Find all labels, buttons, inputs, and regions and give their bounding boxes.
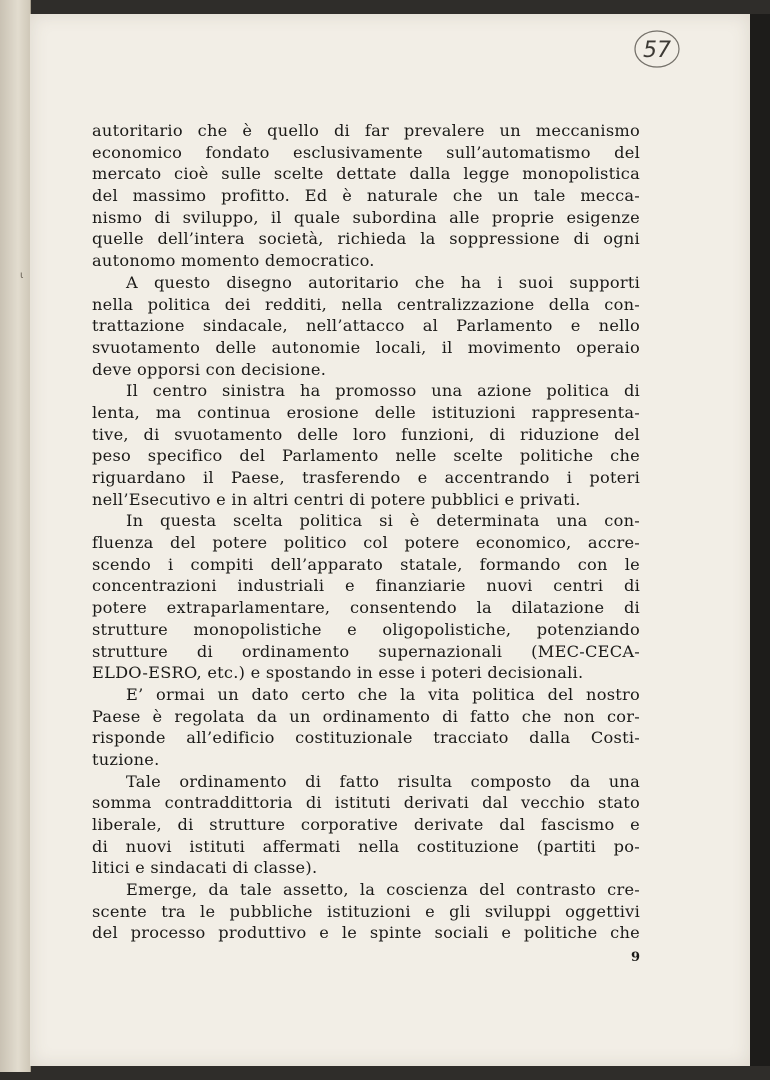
page-number: 9 [630,950,640,965]
handwritten-page-mark [630,20,684,74]
text-line: Il centro sinistra ha promosso una azione politica di [126,381,640,401]
text-line: E’ ormai un dato certo che la vita politica del nostro [126,684,640,704]
text-line: del processo produttivo e le spinte sociali e politiche che [92,923,640,943]
previous-page-edge [0,0,31,1072]
text-line: di nuovi istituti affermati nella costituzione (partiti po- [92,836,640,856]
text-line: peso specifico del Parlamento nelle scelte politiche che [92,446,640,466]
text-line: del massimo profitto. Ed è naturale che un tale mecca- [92,186,640,206]
margin-tick-mark: ι [20,270,24,281]
text-line: somma contraddittoria di istituti derivati dal vecchio stato [92,793,640,813]
text-line: strutture monopolistiche e oligopolistiche, potenziando [92,619,640,639]
text-line: strutture di ordinamento supernazionali (MEC-CECA- [92,641,640,661]
text-line: ELDO-ESRO, etc.) e spostando in esse i poteri decisionali. [92,663,584,683]
text-line: litici e sindacati di classe). [92,858,318,878]
text-line: mercato cioè sulle scelte dettate dalla legge monopolistica [92,164,640,184]
text-line: tuzione. [92,749,160,769]
text-line: trattazione sindacale, nell’attacco al Parlamento e nello [92,316,640,336]
text-line: potere extraparlamentare, consentendo la dilatazione di [92,598,640,618]
text-line: Paese è regolata da un ordinamento di fatto che non cor- [92,706,640,726]
text-line: liberale, di strutture corporative derivate dal fascismo e [92,815,640,834]
text-line: tive, di svuotamento delle loro funzioni, di riduzione del [92,424,640,444]
text-line: risponde all’edificio costituzionale tracciato dalla Costi- [92,728,640,748]
text-line: nella politica dei redditi, nella centralizzazione della con- [92,294,640,314]
text-line: autoritario che è quello di far prevalere un meccanismo [92,121,640,140]
text-line: nell’Esecutivo e in altri centri di potere pubblici e privati. [92,489,581,509]
text-line: In questa scelta politica si è determinata una con- [126,511,640,531]
text-line: svuotamento delle autonomie locali, il movimento operaio [92,337,640,357]
text-line: economico fondato esclusivamente sull’automatismo del [92,142,640,162]
text-line: scendo i compiti dell’apparato statale, formando con le [92,554,640,574]
text-line: fluenza del potere politico col potere economico, accre- [92,533,640,553]
text-line: concentrazioni industriali e finanziarie nuovi centri di [92,576,640,596]
text-line: riguardano il Paese, trasferendo e accentrando i poteri [92,468,640,487]
text-line: deve opporsi con decisione. [92,359,327,379]
text-line: scente tra le pubbliche istituzioni e gli sviluppi oggettivi [92,901,640,921]
text-line: A questo disegno autoritario che ha i suoi supporti [126,272,640,292]
scan-background-edge [750,14,770,1066]
text-line: autonomo momento democratico. [92,251,375,271]
text-line: lenta, ma continua erosione delle istituzioni rappresenta- [92,402,640,422]
text-line: quelle dell’intera società, richieda la soppressione di ogni [92,229,640,249]
text-line: nismo di sviluppo, il quale subordina alle proprie esigenze [92,207,640,227]
text-line: Emerge, da tale assetto, la coscienza del contrasto cre- [126,880,640,900]
body-text [92,120,640,944]
handwritten-page-mark-text: 57 [643,38,671,63]
text-line: Tale ordinamento di fatto risulta composto da una [126,771,640,791]
